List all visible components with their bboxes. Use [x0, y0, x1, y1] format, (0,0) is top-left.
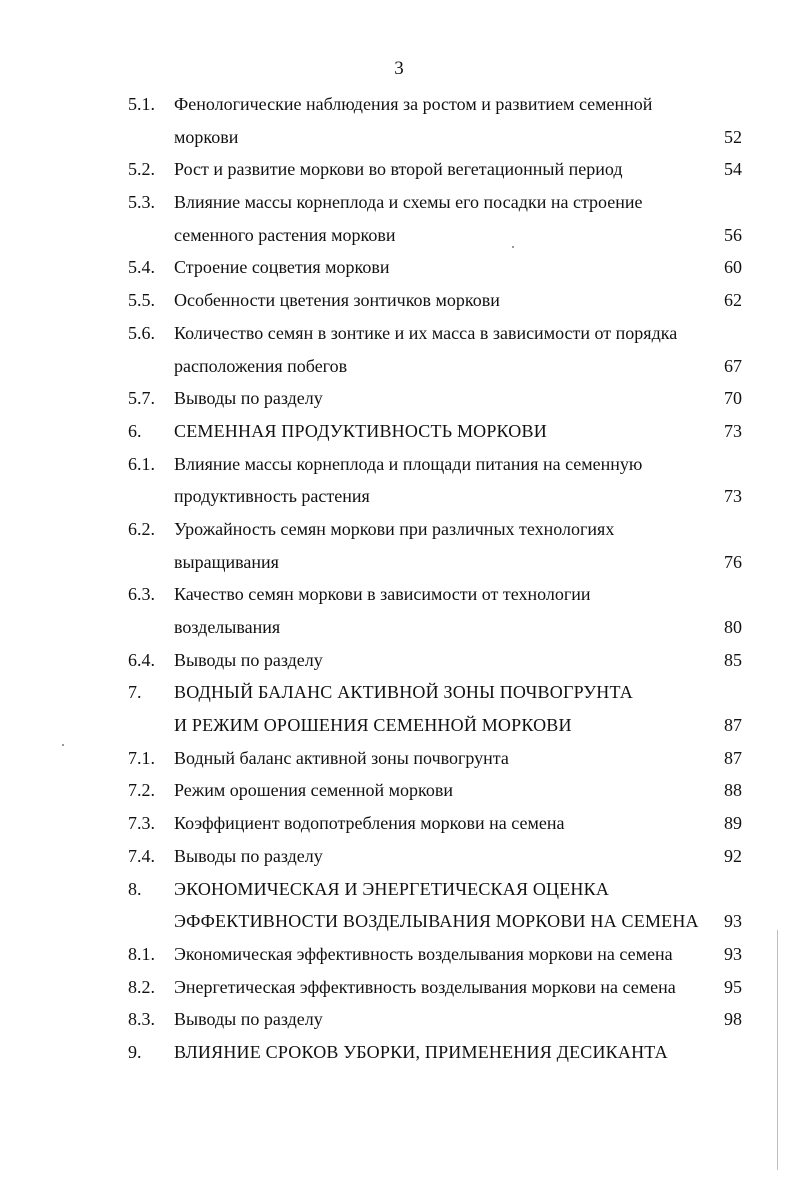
toc-entry-line: [0, 774, 798, 807]
toc-chapter-line: [0, 415, 798, 448]
toc-chapter-line: [0, 709, 798, 742]
toc-entry-page: 62: [724, 290, 742, 311]
toc-entry-title: Особенности цветения зонтичков моркови: [174, 290, 500, 311]
scan-speck: [62, 744, 64, 746]
toc-entry-line: [0, 88, 798, 121]
toc-entry-line: [0, 317, 798, 350]
toc-entry-title: расположения побегов: [174, 355, 348, 376]
toc-entry-line: [0, 971, 798, 1004]
toc-entry-number: 5.3.: [128, 192, 155, 213]
toc-entry-number: 6.1.: [128, 453, 155, 474]
toc-entry-number: 7.1.: [128, 747, 155, 768]
toc-entry-title: Количество семян в зонтике и их масса в зависимости от порядка: [174, 322, 678, 343]
toc-entry-page: 89: [724, 813, 742, 834]
toc-entry-line: [0, 644, 798, 677]
toc-entry-title: Рост и развитие моркови во второй вегетационный период: [174, 159, 623, 180]
toc-entry-title: Влияние массы корнеплода и схемы его посадки на строение: [174, 192, 643, 213]
toc-entry-title: Выводы по разделу: [174, 845, 323, 866]
toc-entry-line: [0, 742, 798, 775]
toc-entry-line: [0, 448, 798, 481]
toc-entry-page: 93: [724, 943, 742, 964]
toc-entry-line: [0, 938, 798, 971]
toc-entry-line: [0, 219, 798, 252]
toc-entry-title: выращивания: [174, 551, 279, 572]
toc-entry-number: 7.3.: [128, 813, 155, 834]
toc-entry-line: [0, 480, 798, 513]
toc-entry-page: 98: [724, 1009, 742, 1030]
toc-entry-title: Фенологические наблюдения за ростом и развитием семенной: [174, 94, 653, 114]
toc-entry-title: Качество семян моркови в зависимости от технологии: [174, 584, 591, 605]
toc-entry-number: 5.5.: [128, 290, 155, 311]
toc-entry-title: Режим орошения семенной моркови: [174, 780, 453, 801]
toc-entry-line: [0, 382, 798, 415]
toc-entry-title: И РЕЖИМ ОРОШЕНИЯ СЕМЕННОЙ МОРКОВИ: [174, 715, 572, 736]
toc-entry-page: 54: [724, 159, 742, 180]
toc-entry-page: 73: [724, 420, 742, 441]
toc-entry-number: 6.: [128, 420, 142, 441]
toc-entry-number: 5.6.: [128, 322, 155, 343]
toc-entry-page: 87: [724, 747, 742, 768]
toc-entry-title: ЭФФЕКТИВНОСТИ ВОЗДЕЛЫВАНИЯ МОРКОВИ НА СЕМЕНА: [174, 911, 699, 932]
toc-entry-line: [0, 840, 798, 873]
toc-entry-line: [0, 513, 798, 546]
toc-entry-line: [0, 578, 798, 611]
toc-entry-title: Выводы по разделу: [174, 1009, 323, 1030]
toc-entry-title: Выводы по разделу: [174, 649, 323, 670]
toc-entry-line: [0, 611, 798, 644]
toc-entry-page: 93: [724, 911, 742, 932]
toc-entry-page: 76: [724, 551, 742, 572]
toc-entry-number: 5.4.: [128, 257, 155, 278]
toc-entry-title: Выводы по разделу: [174, 388, 323, 409]
toc-entry-number: 8.1.: [128, 943, 155, 964]
toc-chapter-line: [0, 905, 798, 938]
toc-entry-title: моркови: [174, 126, 239, 147]
toc-entry-title: возделывания: [174, 617, 281, 637]
toc-entry-page: 80: [724, 617, 742, 637]
toc-entry-number: 8.3.: [128, 1009, 155, 1030]
toc-entry-number: 6.3.: [128, 584, 155, 605]
toc-entry-page: 92: [724, 845, 742, 866]
toc-entry-number: 9.: [128, 1041, 142, 1062]
toc-entry-page: 73: [724, 486, 742, 507]
page-number: 3: [394, 58, 404, 79]
toc-entry-number: 6.4.: [128, 649, 155, 670]
toc-entry-line: [0, 807, 798, 840]
toc-entry-page: 60: [724, 257, 742, 278]
toc-entry-page: 56: [724, 224, 742, 245]
toc-entry-number: 5.7.: [128, 388, 155, 409]
toc-entry-line: [0, 186, 798, 219]
scan-speck: [512, 246, 514, 248]
toc-entry-title: Водный баланс активной зоны почвогрунта: [174, 747, 509, 768]
toc-entry-title: семенного растения моркови: [174, 224, 396, 245]
toc-entry-title: Влияние массы корнеплода и площади питания на семенную: [174, 453, 643, 474]
toc-entry-line: [0, 121, 798, 154]
toc-entry-number: 7.2.: [128, 780, 155, 801]
toc-entry-title: продуктивность растения: [174, 486, 370, 507]
toc-entry-number: 7.4.: [128, 845, 155, 866]
toc-entry-title: ВОДНЫЙ БАЛАНС АКТИВНОЙ ЗОНЫ ПОЧВОГРУНТА: [174, 682, 633, 703]
toc-entry-line: [0, 546, 798, 579]
table-of-contents: [0, 88, 798, 1069]
toc-entry-line: [0, 284, 798, 317]
toc-entry-title: Энергетическая эффективность возделывания моркови на семена: [174, 976, 676, 997]
toc-entry-title: Строение соцветия моркови: [174, 257, 390, 278]
scan-edge-line: [777, 930, 778, 1170]
toc-entry-line: [0, 251, 798, 284]
toc-entry-page: 70: [724, 388, 742, 409]
toc-entry-line: [0, 1003, 798, 1036]
toc-entry-page: 88: [724, 780, 742, 801]
toc-entry-page: 87: [724, 715, 742, 736]
toc-entry-number: 5.1.: [128, 94, 155, 114]
toc-chapter-line: [0, 873, 798, 906]
toc-chapter-line: [0, 1036, 798, 1069]
toc-entry-line: [0, 153, 798, 186]
toc-entry-title: ЭКОНОМИЧЕСКАЯ И ЭНЕРГЕТИЧЕСКАЯ ОЦЕНКА: [174, 878, 610, 899]
toc-entry-number: 5.2.: [128, 159, 155, 180]
toc-entry-title: Урожайность семян моркови при различных технологиях: [174, 518, 615, 539]
toc-chapter-line: [0, 676, 798, 709]
toc-entry-title: Экономическая эффективность возделывания моркови на семена: [174, 943, 673, 964]
toc-entry-page: 52: [724, 126, 742, 147]
toc-entry-number: 8.: [128, 878, 142, 899]
toc-entry-number: 8.2.: [128, 976, 155, 997]
toc-entry-title: СЕМЕННАЯ ПРОДУКТИВНОСТЬ МОРКОВИ: [174, 420, 547, 441]
toc-entry-page: 95: [724, 976, 742, 997]
toc-entry-title: Коэффициент водопотребления моркови на семена: [174, 813, 565, 834]
toc-entry-number: 7.: [128, 682, 142, 703]
toc-entry-page: 67: [724, 355, 742, 376]
toc-entry-page: 85: [724, 649, 742, 670]
toc-entry-number: 6.2.: [128, 518, 155, 539]
toc-entry-title: ВЛИЯНИЕ СРОКОВ УБОРКИ, ПРИМЕНЕНИЯ ДЕСИКАНТА: [174, 1041, 668, 1062]
toc-entry-line: [0, 350, 798, 383]
